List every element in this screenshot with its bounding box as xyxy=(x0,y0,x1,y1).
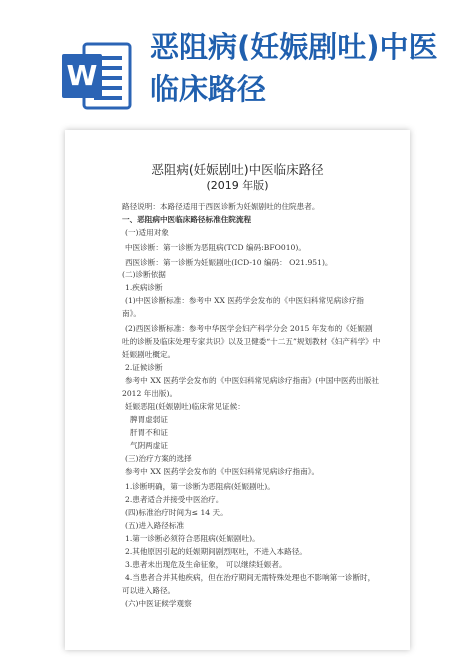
document-line: 肝胃不和证 xyxy=(130,428,168,437)
document-line: 路径说明：本路径适用于西医诊断为妊娠剧吐的住院患者。 xyxy=(122,202,320,211)
document-line: (三)治疗方案的选择 xyxy=(125,454,192,463)
svg-text:W: W xyxy=(66,59,98,92)
document-line: 可以进入路径。 xyxy=(122,586,176,595)
document-line: 妊娠剧吐概定。 xyxy=(122,350,176,359)
document-line: (二)诊断依据 xyxy=(122,270,166,279)
document-line: (四)标准治疗时间为≤ 14 天。 xyxy=(125,508,228,517)
document-line: 参考中 XX 医药学会发布的《中医妇科常见病诊疗指南》(中国中医药出版社 xyxy=(125,376,380,385)
document-line: (1)中医诊断标准：参考中 XX 医药学会发布的《中医妇科常见病诊疗指 xyxy=(125,296,365,305)
document-line: 中医诊断：第一诊断为恶阻病(TCD 编码:BFO010)。 xyxy=(125,243,306,252)
header-banner xyxy=(0,0,474,150)
document-title: 恶阻病(妊娠剧吐)中医临床路径 xyxy=(151,162,324,177)
word-document-icon xyxy=(60,38,136,114)
document-line: 2.其他原因引起的妊娠期间剧烈呕吐，不进入本路径。 xyxy=(125,547,307,556)
document-line: 南》。 xyxy=(122,309,141,318)
document-line: (一)适用对象 xyxy=(125,228,169,237)
document-line: 2.证候诊断 xyxy=(125,363,163,372)
document-line: 气阴两虚证 xyxy=(130,441,168,450)
document-line: 脾胃虚弱证 xyxy=(130,415,168,424)
document-line: 一、恶阻病中医临床路径标准住院流程 xyxy=(122,215,252,224)
document-line: (五)进入路径标准 xyxy=(125,521,185,530)
header-title: 恶阻病(妊娠剧吐)中医临床路径 xyxy=(150,30,438,106)
document-line: 吐的诊断及临床处理专家共识》以及卫健委“十二五”规划教材《妇产科学》中 xyxy=(122,337,381,346)
document-line: (2)西医诊断标准：参考中华医学会妇产科学分会 2015 年发布的《妊娠剧 xyxy=(125,324,373,333)
document-line: 2012 年出版)。 xyxy=(122,389,178,398)
document-line: 3.患者未出现危及生命征象， 可以继续妊娠者。 xyxy=(125,560,287,569)
document-page xyxy=(65,130,410,650)
document-line: 4.当患者合并其他疾病，但在治疗期间无需特殊处理也不影响第一诊断时， xyxy=(125,573,376,582)
document-line: 参考中 XX 医药学会发布的《中医妇科常见病诊疗指南》。 xyxy=(125,467,320,476)
document-line: 2.患者适合并接受中医治疗。 xyxy=(125,495,224,504)
document-line: 1.疾病诊断 xyxy=(125,283,163,292)
document-line: 妊娠恶阻(妊娠剧吐)临床常见证候： xyxy=(125,402,245,411)
document-line: (六)中医证候学观察 xyxy=(125,599,192,608)
document-year: (2019 年版) xyxy=(206,179,269,192)
document-line: 1.第一诊断必须符合恶阻病(妊娠剧吐)。 xyxy=(125,534,260,543)
document-line: 1.诊断明确，第一诊断为恶阻病(妊娠剧吐)。 xyxy=(125,482,275,491)
document-line: 西医诊断：第一诊断为妊娠剧吐(ICD-10 编码： O21.951)。 xyxy=(125,258,333,267)
